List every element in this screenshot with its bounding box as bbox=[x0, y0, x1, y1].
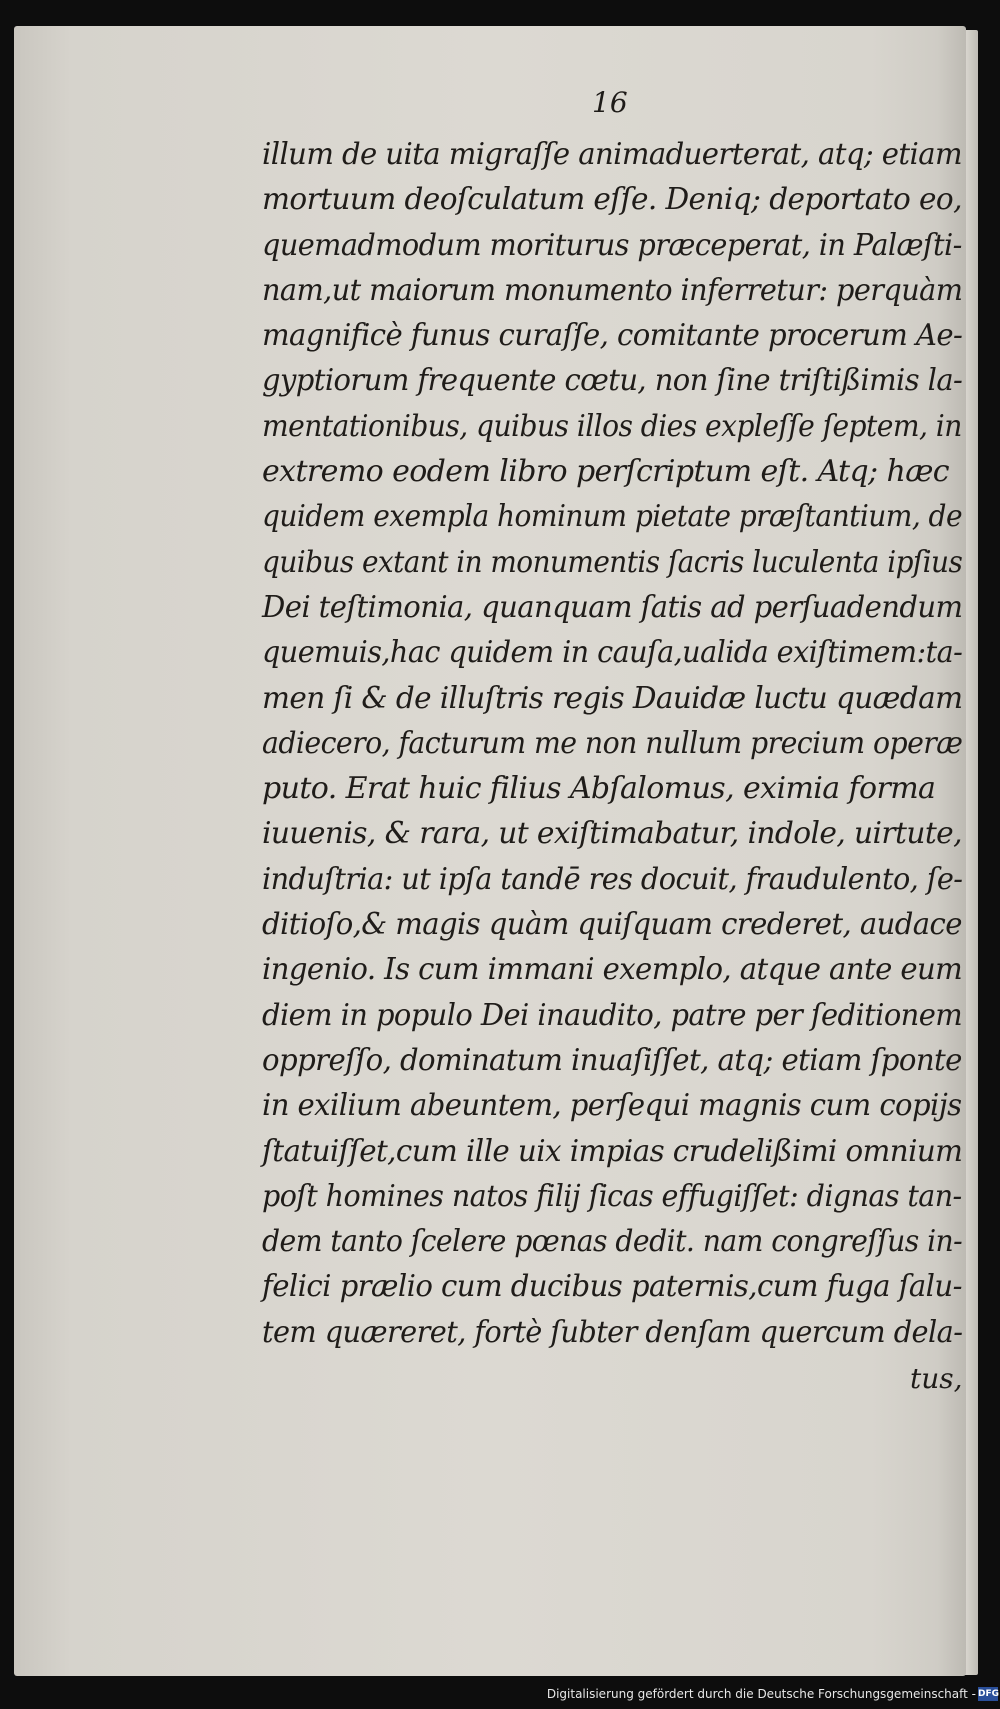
text-line: quidem exempla hominum pietate præſtantium, de bbox=[262, 499, 963, 535]
text-line: oppreſſo, dominatum inuaſiſſet, atq; etiam ſponte bbox=[262, 1042, 962, 1078]
footer-bar bbox=[0, 1684, 1000, 1709]
text-line: tem quæreret, fortè ſubter denſam quercum dela- bbox=[262, 1314, 963, 1350]
text-line: ditioſo,& magis quàm quiſquam crederet, audace bbox=[262, 907, 962, 943]
funding-credit: Digitalisierung gefördert durch die Deutsche Forschungsgemeinschaft - bbox=[546, 1687, 976, 1701]
text-line: dem tanto ſcelere pœnas dedit. nam congreſſus in- bbox=[262, 1224, 963, 1260]
text-line: iuuenis, & rara, ut exiſtimabatur, indole, uirtute, bbox=[262, 816, 962, 852]
text-line: illum de uita migraſſe animaduerterat, atq; etiam bbox=[262, 137, 962, 172]
text-line: ingenio. Is cum immani exemplo, atque ante eum bbox=[262, 952, 963, 988]
text-line: ſtatuiſſet,cum ille uix impias crudelißimi omnium bbox=[262, 1133, 963, 1169]
text-line: mentationibus, quibus illos dies expleſſe ſeptem, in bbox=[262, 408, 962, 444]
catchword: tus, bbox=[910, 1362, 963, 1395]
text-line: in exilium abeuntem, perſequi magnis cum copijs bbox=[262, 1088, 962, 1124]
text-line: quibus extant in monumentis ſacris luculenta ipſius bbox=[262, 544, 963, 580]
text-line: nam,ut maiorum monumento inferretur: perquàm bbox=[262, 272, 963, 308]
text-line: quemuis,hac quidem in cauſa,ualida exiſtimem:ta- bbox=[262, 635, 963, 671]
text-line: men ſi & de illuſtris regis Dauidæ luctu quædam bbox=[262, 680, 963, 716]
text-line: diem in populo Dei inaudito, patre per ſeditionem bbox=[262, 997, 963, 1033]
text-line: magnificè funus curaſſe, comitante procerum Ae- bbox=[262, 318, 963, 354]
body-text bbox=[262, 132, 962, 1355]
text-line: felici prælio cum ducibus paternis,cum fuga ſalu- bbox=[262, 1269, 962, 1305]
dfg-logo: DFG bbox=[978, 1689, 1000, 1699]
page-number: 16 bbox=[592, 86, 628, 119]
text-line: induſtria: ut ipſa tandē res docuit, fraudulento, ſe- bbox=[262, 861, 963, 897]
text-line: extremo eodem libro perſcriptum eſt. Atq; hæc bbox=[262, 454, 950, 490]
text-line: quemadmodum moriturus præceperat, in Palæſti- bbox=[262, 227, 962, 263]
text-line: puto. Erat huic filius Abſalomus, eximia forma bbox=[262, 771, 936, 807]
text-line: gyptiorum frequente cœtu, non ſine triſtißimis la- bbox=[262, 363, 963, 399]
text-line: mortuum deoſculatum eſſe. Deniq; deportato eo, bbox=[262, 182, 962, 218]
text-line: Dei teſtimonia, quanquam ſatis ad perſuadendum bbox=[262, 589, 963, 625]
text-line: poſt homines natos filij ſicas effugiſſet: dignas tan- bbox=[262, 1178, 962, 1214]
text-line: adiecero, facturum me non nullum precium operæ bbox=[262, 725, 963, 761]
